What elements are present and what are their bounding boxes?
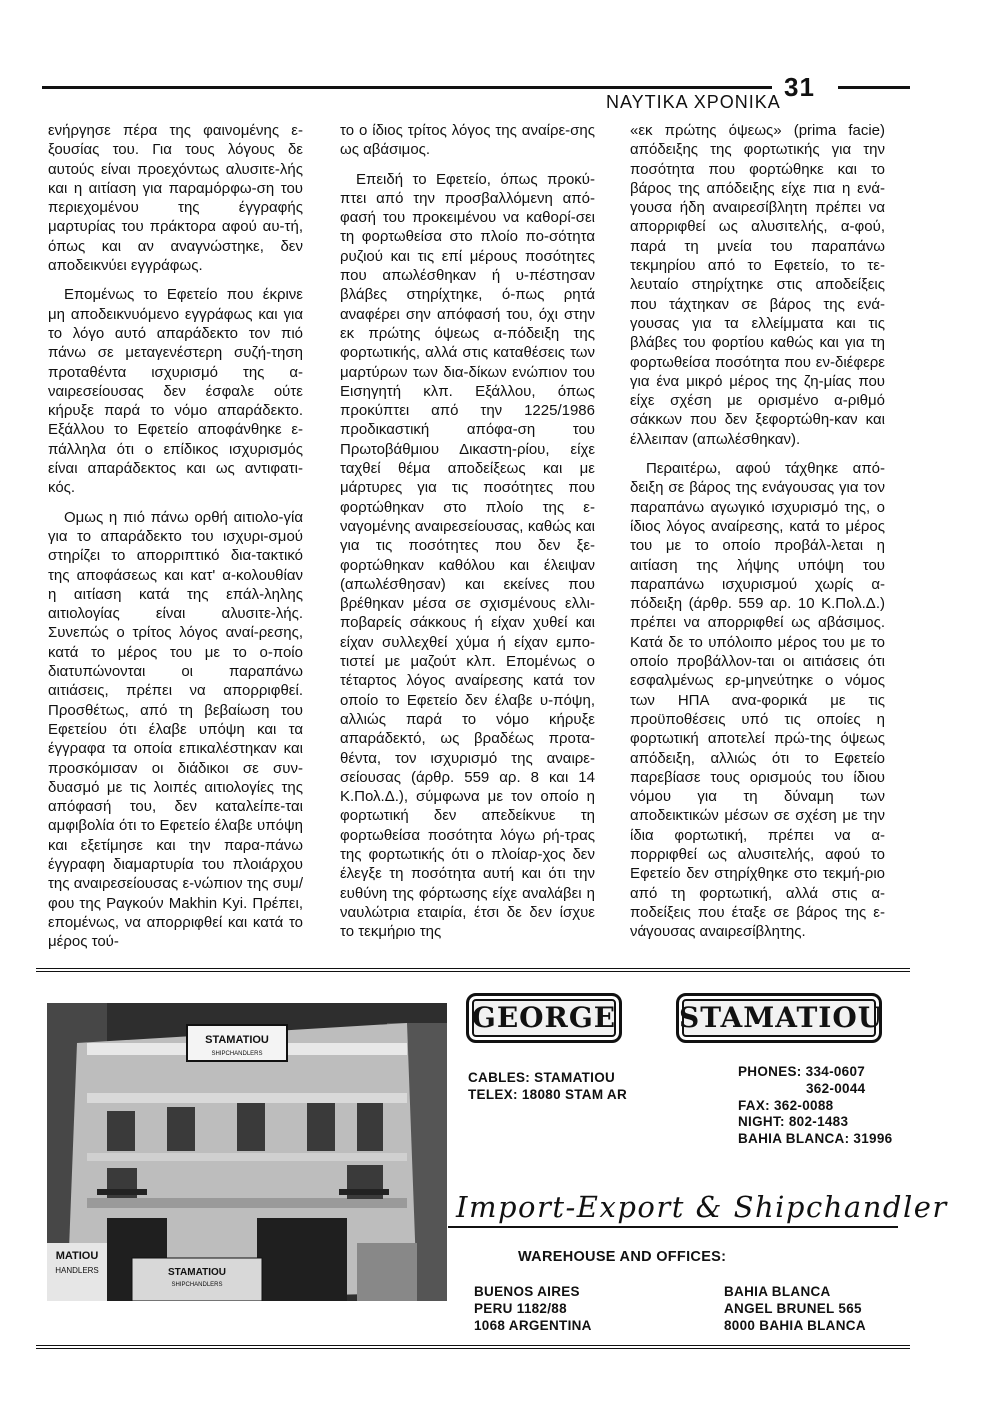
magazine-title: ΝΑΥΤΙΚΑ ΧΡΟΝΙΚΑ [606,92,781,112]
building-illustration [47,1003,447,1301]
text-column-1 [48,121,303,961]
warehouse-heading: WAREHOUSE AND OFFICES: [518,1249,727,1265]
phones-line-2: 362-0044 [806,1080,866,1096]
telex-line: TELEX: 18080 STAM AR [468,1086,628,1102]
text-column-3 [630,121,885,951]
bahia-blanca-phone: BAHIA BLANCA: 31996 [738,1131,893,1147]
address-line: BUENOS AIRES [474,1284,580,1299]
header-rule-left [42,86,772,89]
address-line: 8000 BAHIA BLANCA [724,1317,866,1333]
shopfront-sign-subtext: HANDLERS [55,1266,99,1275]
address-line: PERU 1182/88 [474,1300,567,1316]
truck-text: STAMATIOU [168,1267,226,1278]
address-line: 1068 ARGENTINA [474,1317,592,1333]
paragraph: Ομως η πιό πάνω ορθή αιτιολο-γία για το απαράδεκτο του ισχυρι-σμού στηρίζει το απορριπτικό δια-τακτικό της αποφάσεως και κατ' α-κολουθίαν η αιτίαση κατά της επάλ-ληλης αιτιολογίας είναι αλυσιτε-λής. Συνεπώς ο τρίτος λόγος αναί-ρεσης, κατά το μέρος του με το ο-ποίο διατυπώνονται οι παραπάνω αιτιάσεις, πρέπει να απορριφθεί. Προσθέτως, από τη βεβαίωση του Εφετείου ότι έλαβε υπόψη και τα έγγραφα τα οποία επικαλέστηκαν και προσκόμισαν οι διάδικοι σε συν-δυασμό με τις λοιπές αιτιολογίες της απόφασή του, δεν καταλείπε-ται αμφιβολία ότι το Εφετείο έλαβε υπόψη και εξετίμησε και την παρα-πάνω έγγραφη διαμαρτυρία του πλοιάρχου της αναιρεσείουσας ε-νώπιον της συμ/φου της Ραγκούν Makhin Kyi. Πρέπει, επομένως, να απορριφθεί και κατά το μέρος τού- [48,508,303,951]
tagline-signature [448,1186,948,1256]
address-line: ANGEL BRUNEL 565 [724,1300,862,1316]
paragraph: Περαιτέρω, αφού τάχθηκε από-δειξη σε βάρος της ενάγουσας για τον παραπάνω αγωγικό ισχυρισμό της, ο ίδιος λόγος αναίρεσης, κατά το μέρος του με το οποίο προβάλ-λεται η αιτίαση της λήψης υπόψη του παραπάνω ισχυρισμού χωρίς α-πόδειξη (άρθρ. 559 αρ. 10 Κ.Πολ.Δ.) πρέπει να απορριφθεί ως αβάσιμος. Κατά δε το υπόλοιπο μέρος του με το οποίο προβάλλον-ται οι αιτιάσεις ότι εσφαλμένως ερ-μηνεύτηκε ο νόμος των ΗΠΑ ανα-φορικά με τις προϋποθέσεις υπό τις οποίες η φορτωτική αποτελεί πρώ-της όψεως απόδειξη, αλλιώς ότι το Εφετείο παρεβίασε τους ορισμούς του ίδιου νόμου για τη δύναμη των αποδεικτικών μέσων σε σχέση με την ίδια φορτωτική, πρέπει να α-πορριφθεί ως αλυσιτελής, αφού το Εφετείο δεν στηρίχθηκε στο τεκμή-ριο από τη φορτωτική, αλλά στις α-ποδείξεις που έταξε σε βάρος της ε-νάγουσας αναιρεσίβλητης. [630,460,885,941]
building-sign-subtext: SHIPCHANDLERS [211,1051,263,1057]
address-line: BAHIA BLANCA [724,1284,831,1299]
address-bahia-blanca [724,1284,866,1334]
phones-block [738,1064,892,1148]
paragraph: το ο ίδιος τρίτος λόγος της αναίρε-σης ως αβάσιμος. [340,122,595,159]
paragraph: «εκ πρώτης όψεως» (prima facie) απόδειξης της φορτωτικής για την ποσότητα που φορτώθηκε και το βάρος της απόδειξης είχε πια η ενά-γουσα ήδη αναιρεσίβλητη πρέπει να απορριφθεί ως αλυσιτελής, α-φού, παρά τη μνεία του παραπάνω τεκμηρίου από το Εφετείο, το τε-λευταίο στηρίχτηκε στις αποδείξεις που τάχτηκαν σε βάρος της ενά-γουσας για τα ελλείμματα και τις βλάβες του φορτίου καθώς και για τη φορτωθείσα ποσότητα που εν-διέφερε για ένα μικρό μέρος της ζη-μίας που είχε σχέση με ορισμένο α-ριθμό σάκκων που δεν ξεφορτώθη-καν και έλλειπαν (απωλέσθηκαν). [630,122,885,448]
fax-line: FAX: 362-0088 [738,1097,834,1113]
building-sign-text: STAMATIOU [205,1034,269,1046]
truck-subtext: SHIPCHANDLERS [171,1282,223,1288]
cables-telex-block [468,1070,627,1104]
text-column-2 [340,121,595,951]
tagline: Import-Export & Shipchandler [456,1190,948,1224]
address-buenos-aires [474,1284,592,1334]
header-rule-right [838,86,910,89]
building-photo [47,1003,447,1301]
advert-bottom-rule [36,1345,910,1349]
tagline-underline [448,1226,898,1228]
paragraph: ενήργησε πέρα της φαινομένης ε-ξουσίας του. Για τους λόγους δε αυτούς είναι προεχόντως αλυσιτε-λής και η αιτίαση για παραμόρφω-ση του περιεχομένου της έγγραφής μαρτυρίας του πράκτορα αφού αυ-τή, όπως και αν αναγνώστηκε, δεν αποδεικνύει εγγράφως. [48,122,303,275]
cables-line: CABLES: STAMATIOU [468,1070,616,1085]
paragraph: Επειδή το Εφετείο, όπως προκύ-πτει από την προσβαλλόμενη από-φασή του προκειμένου να καθορί-σει τη φορτωθείσα στο πλοίο πο-σότητα ρυζιού και τις επί μέρους ποσότητες που απωλέσθηκαν ή υ-πέστησαν βλάβες στηρίχτηκε, ό-πως ρητά αναφέρει σην απόφασή του, όχι στην εκ πρώτης όψεως α-πόδειξη της φορτωτικής, αλλά στις καταθέσεις των μαρτύρων των δια-δίκων ενώπιον του Εισηγητή κλπ. Εξάλλου, όπως προκύπτει από την 1225/1986 προδικαστική απόφα-ση του Πρωτοβάθμιου Δικαστη-ρίου, είχε ταχθεί θέμα αποδείξεως και με μάρτυρες για τις ποσότητες που φορτώθηκαν στο πλοίο της ε-ναγομένης αναιρεσείουσας, καθώς και για τις ποσότητες που δεν ξε-φορτώθηκαν καθόλου και έλειψαν (απωλέσθησαν) και εκείνες που βρέθηκαν μέσα σε σχισμένους ελλι-ποβαρείς σάκκους ή είχαν χυθεί και είχαν συλλεχθεί χύμα ή είχαν εμπο-τιστεί με μαζούτ κλπ. Επομένως ο τέταρτος λόγος αναίρεσης κατά τον οποίο το Εφετείο δεν έλαβε υ-πόψη, αλλιώς παρά το νόμο κήρυξε απαράδεκτό, ως βραδέως προτα-θέντα, τον ισχυρισμό της αναιρε-σείουσας (άρθρ. 559 αρ. 8 και 14 Κ.Πολ.Δ.), σύμφωνα με τον οποίο η φορτωτική δεν απεδείκνυε τη φορτωθείσα ποσότητα λόγω ρή-τρας της φορτωτικής ότι ο πλοίαρ-χος δεν έλεγξε τη ποσότητα αυτή και ότι την ευθύνη της φόρτωσης είχε αναλάβει η ναυλώτρια εταιρία, έτσι δε δεν ίσχυε το τεκμήριο της [340,170,595,941]
logo-george: GEORGE [466,993,622,1043]
shopfront-sign-text: MATIOU [55,1250,99,1262]
night-line: NIGHT: 802-1483 [738,1114,849,1130]
paragraph: Επομένως το Εφετείο που έκρινε μη αποδεικνυόμενο εγγράφως και για το λόγο αυτό απαράδεκτο τον πιό πάνω σε μεταγενέστερη συζή-τηση προταθέντα ισχυρισμό της α-ναιρεσείουσας δεν έσφαλε ούτε κήρυξε παρά το νόμο απαράδεκτο. Εξάλλου το Εφετείο αποφάνθηκε ε-πάλληλα ότι ο επίδικος ισχυρισμός είναι απαράδεκτος και ως αντιφατι-κός. [48,286,303,497]
logo-stamatiou: STAMATIOU [676,993,882,1043]
page-number: 31 [784,72,815,102]
advert-top-rule [36,968,910,972]
phones-line-1: PHONES: 334-0607 [738,1064,866,1079]
